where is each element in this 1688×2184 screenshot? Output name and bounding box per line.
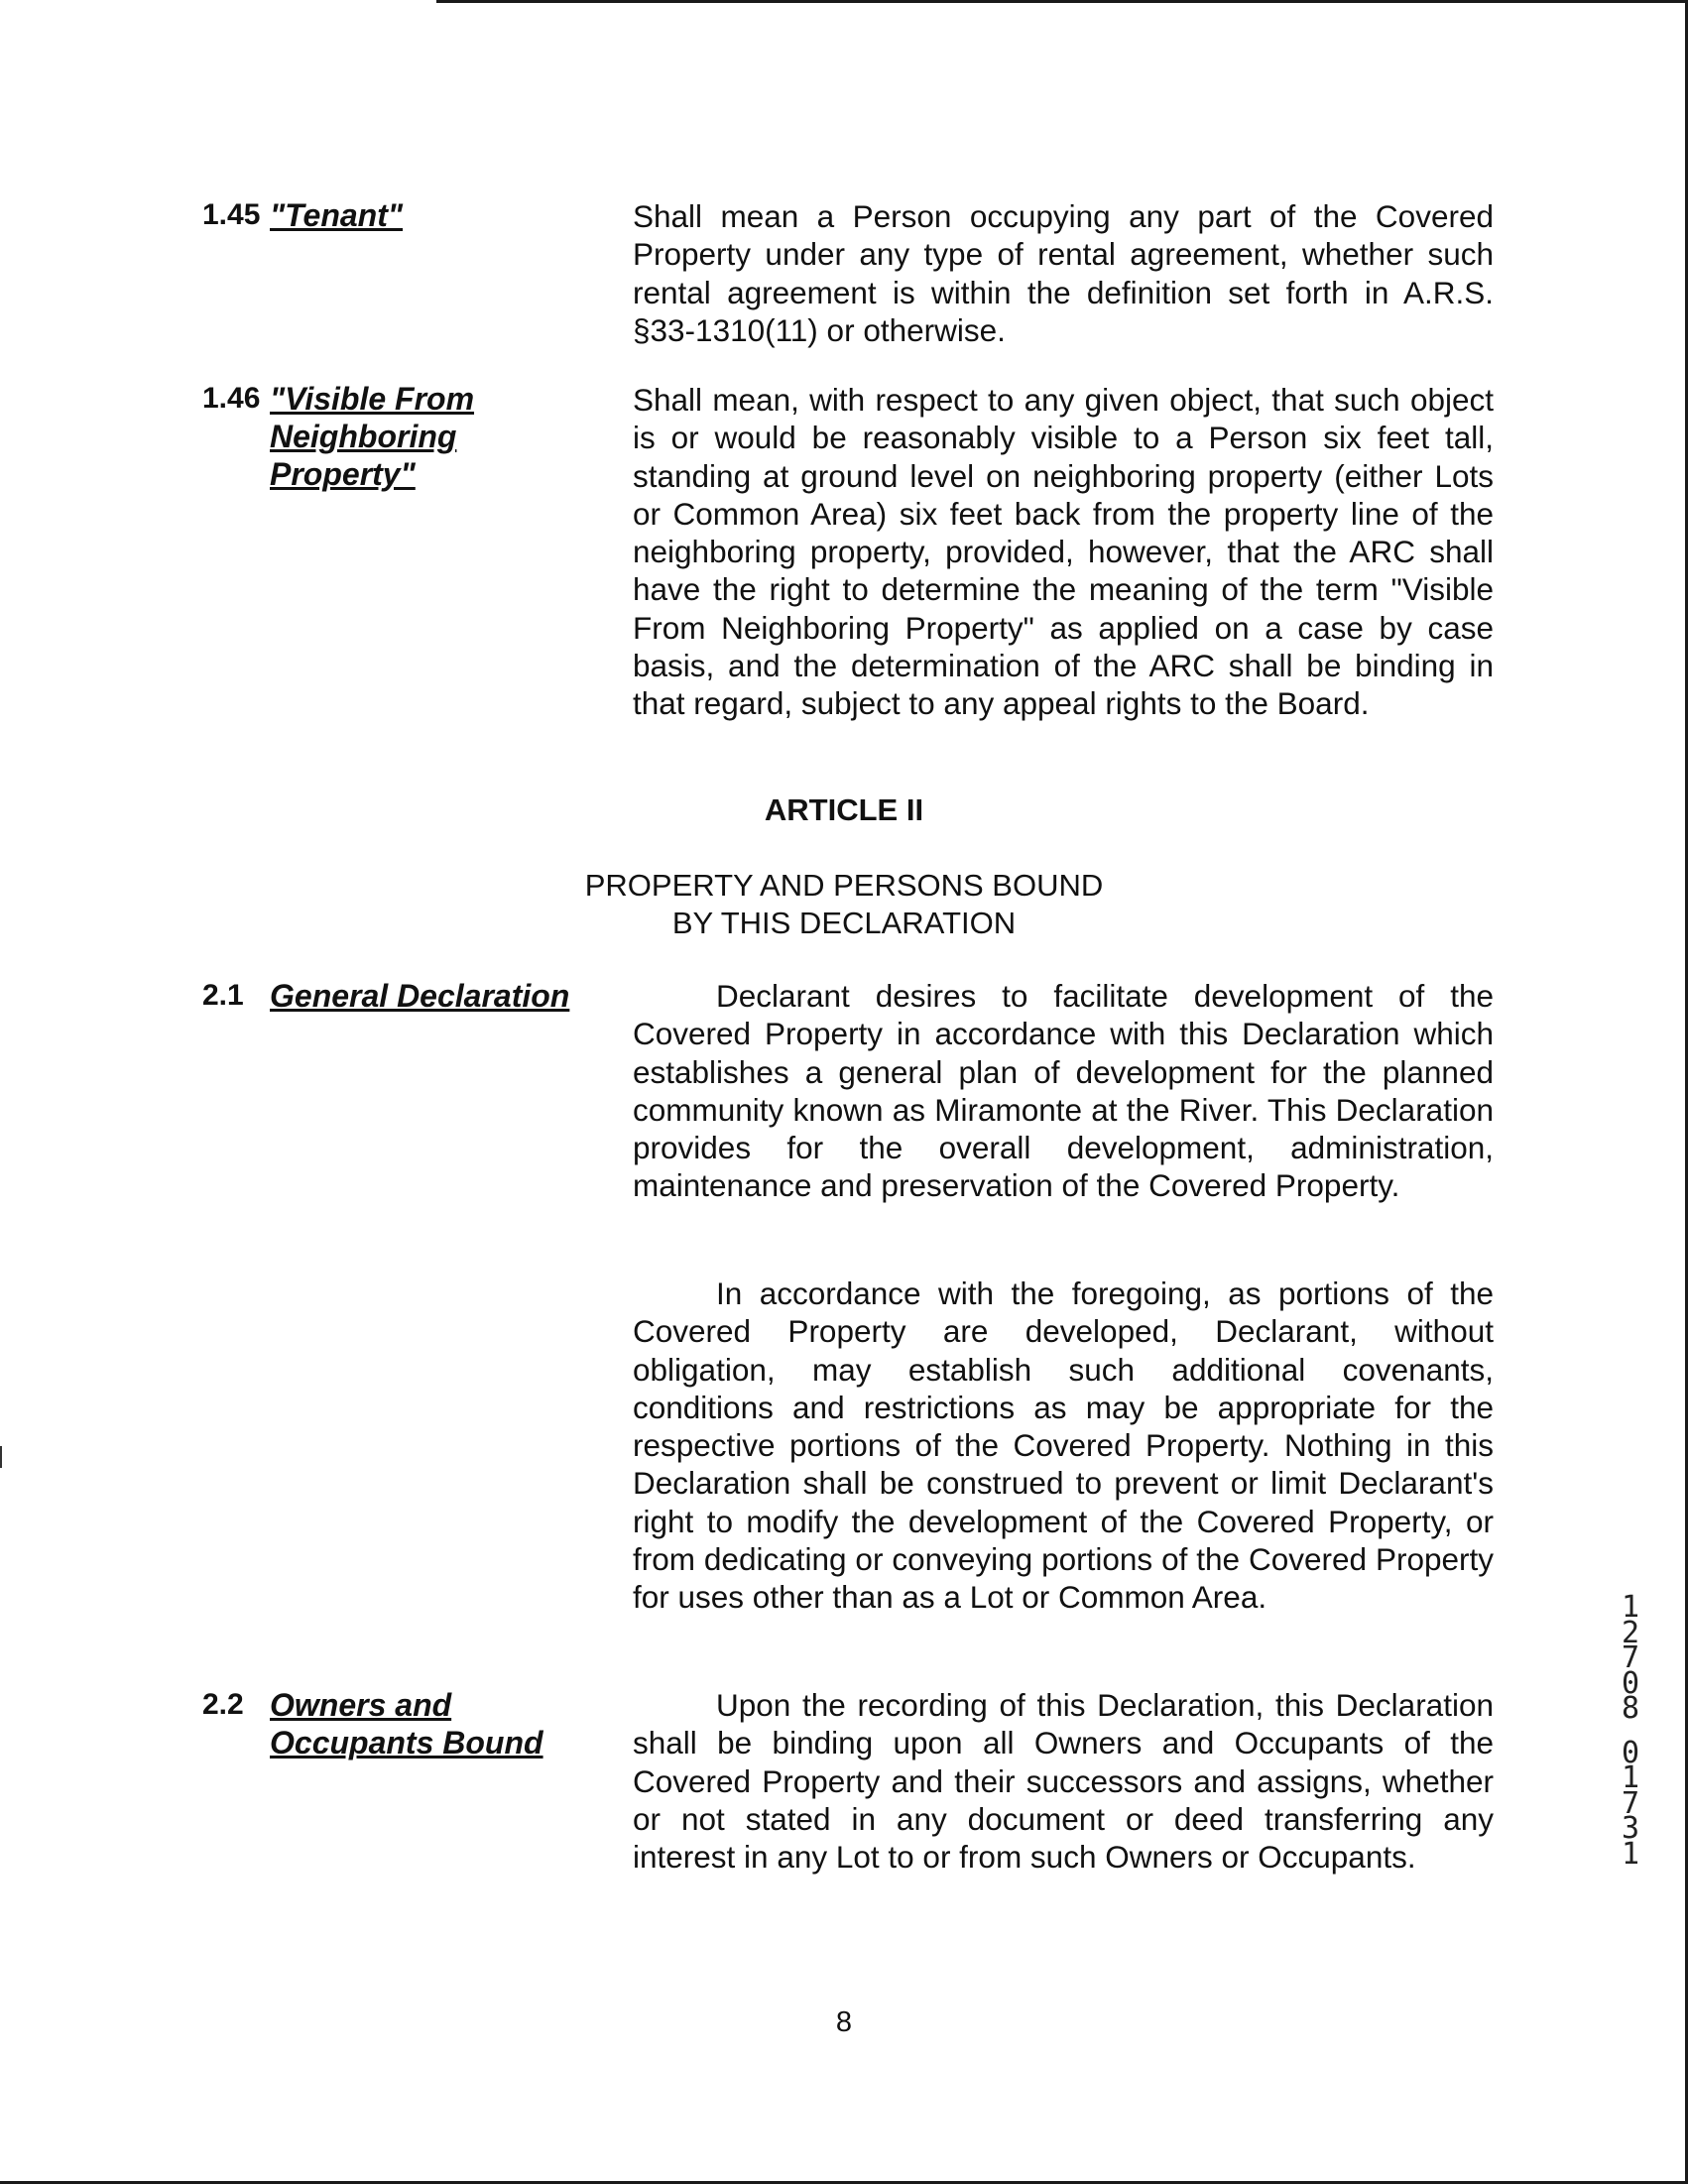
definition-number-1-46: 1.46 [202, 382, 261, 415]
stamp-digit: 0 [1621, 1735, 1640, 1770]
scan-mark [0, 1446, 2, 1468]
stamp-digit: 8 [1621, 1691, 1640, 1726]
section-title-line-1: Owners and [270, 1687, 452, 1723]
definition-text-tenant: Shall mean a Person occupying any part of the Covered Property under any type of rental agreement, whether such rental agreement is within the definition set forth in A.R.S. §33-1310(11) or otherwise. [633, 198, 1494, 348]
definition-title-line-3: Property" [270, 456, 416, 492]
definition-title-tenant: "Tenant" [270, 197, 404, 233]
section-paragraph: Upon the recording of this Declaration, this Declaration shall be binding upon all Owners and Occupants of the Covered Property and their successors and assigns, whether or not stated in any document or deed transferring any interest in any Lot to or from such Owners or Occupants. [633, 1687, 1494, 1876]
stamp-digit: 1 [1621, 1590, 1640, 1625]
section-title-general-declaration: General Declaration [270, 978, 570, 1014]
section-paragraph: In accordance with the foregoing, as portions of the Covered Property are developed, Declarant, without obligation, may establish such additional covenants, conditions and restrictions as may be appropriate for the respective portions of the Covered Property. Nothing in this Declaration shall be construed to prevent or limit Declarant's right to modify the development of the Covered Property, or from dedicating or conveying portions of the Covered Property for uses other than as a Lot or Common Area. [633, 1275, 1494, 1616]
scan-border-top [436, 0, 1688, 3]
stamp-digit: 2 [1621, 1615, 1640, 1650]
section-number-2-1: 2.1 [202, 979, 244, 1012]
definition-title-line-2: Neighboring [270, 419, 457, 454]
recording-stamp-part-2 [1613, 1735, 1648, 1872]
article-title-line-1: PROPERTY AND PERSONS BOUND [584, 868, 1104, 903]
stamp-digit: 3 [1621, 1811, 1640, 1846]
recording-stamp-part-1 [1613, 1590, 1648, 1726]
stamp-digit: 7 [1621, 1785, 1640, 1821]
section-title-line-2: Occupants Bound [270, 1725, 543, 1760]
definition-text-visible: Shall mean, with respect to any given object, that such object is or would be reasonably visible to a Person six feet tall, standing at ground level on neighboring property (either Lots or Common Area) six feet back from the property line of the neighboring property, provided, however, that the ARC shall have the right to determine the meaning of the term "Visible From Neighboring Property" as applied on a case by case basis, and the determination of the ARC shall be binding in that regard, subject to any appeal rights to the Board. [633, 382, 1494, 722]
stamp-digit: 7 [1621, 1640, 1640, 1675]
page-number: 8 [835, 2006, 853, 2038]
article-title-line-2: BY THIS DECLARATION [671, 906, 1017, 940]
stamp-digit: 0 [1621, 1665, 1640, 1701]
article-heading: ARTICLE II [764, 792, 924, 827]
definition-title-line-1: "Visible From [270, 381, 475, 417]
section-paragraph: Declarant desires to facilitate development of the Covered Property in accordance with this Declaration which establishes a general plan of development for the planned community known as Miramonte at the River. This Declaration provides for the overall development, administration, maintenance and preservation of the Covered Property. [633, 978, 1494, 1204]
stamp-digit: 1 [1621, 1836, 1640, 1872]
section-number-2-2: 2.2 [202, 1688, 244, 1721]
recording-stamp [1613, 1590, 1648, 1872]
definition-number-1-45: 1.45 [202, 198, 261, 231]
stamp-digit: 1 [1621, 1760, 1640, 1795]
